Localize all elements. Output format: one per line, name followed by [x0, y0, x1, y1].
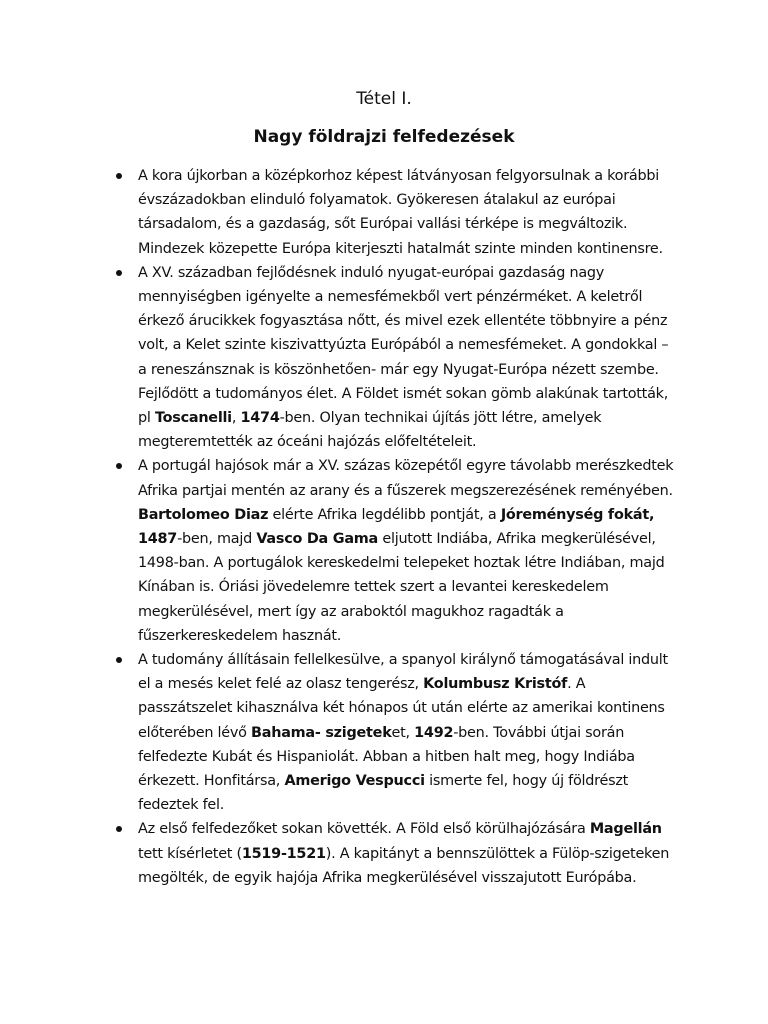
text-run: -ben, majd: [177, 531, 257, 548]
text-run: elérte Afrika legdélibb pontját, a: [268, 506, 501, 523]
paragraph-text: [138, 458, 673, 643]
text-run: A kora újkorban a középkorhoz képest látványosan felgyorsulnak a korábbi évszázadokban elinduló folyamatok. Gyökeresen átalakul az európai társadalom, és a gazdaság, sőt Európai vallási térképe is megváltozik. Mindezek közepette Európa kiterjeszti hatalmát szinte minden kontinensre.: [138, 168, 663, 257]
bold-text-run: Magellán: [589, 821, 662, 838]
text-run: et,: [391, 724, 415, 741]
text-run: -ben. További útjai során felfedezte Kubát és Hispaniolát. Abban a hitben halt meg, hogy Indiába érkezett. Honfitársa,: [138, 724, 635, 790]
list-item: [116, 817, 676, 890]
bold-text-run: Vasco Da Gama: [256, 531, 379, 548]
text-run: ). A kapitányt a bennszülöttek a Fülöp-szigeteken megölték, de egyik hajója Afrika megkerülésével visszajutott Európába.: [138, 845, 670, 886]
paragraph-text: [138, 168, 663, 257]
paragraph-text: [138, 652, 668, 813]
text-run: ,: [231, 410, 241, 427]
paragraph-text: [138, 265, 668, 450]
paragraph-text: [138, 821, 669, 885]
bold-text-run: Bartolomeo Diaz: [138, 506, 269, 523]
document-title: Tétel I.: [356, 89, 412, 109]
list-item: [116, 454, 676, 648]
bold-text-run: Kolumbusz Kristóf: [423, 676, 568, 693]
text-run: A XV. században fejlődésnek induló nyugat-európai gazdaság nagy mennyiségben igényelte a nemesfémekből vert pénzérméket. A keletről érkező árucikkek fogyasztása nőtt, és mivel ezek ellentéte többnyire a pénz volt, a Kelet szinte kiszivattyúzta Európából a nemesfémeket. A gondokkal – a reneszánsznak is köszönhetően- már egy Nyugat-Európa nézett szembe. Fejlődött a tudományos élet. A Földet ismét sokan gömb alakúnak tartották, pl: [138, 264, 669, 427]
text-run: ismerte fel, hogy új földrészt fedeztek fel.: [138, 773, 629, 814]
bold-text-run: Toscanelli: [154, 410, 232, 427]
bold-text-run: 1492: [414, 724, 454, 741]
bold-text-run: Bahama- szigetek: [251, 724, 392, 741]
text-run: -ben. Olyan technikai újítás jött létre, amelyek megteremtették az óceáni hajózás előfeltételeit.: [138, 410, 602, 451]
bullet-icon: [116, 826, 122, 832]
text-run: A portugál hajósok már a XV. százas közepétől egyre távolabb merészkedtek Afrika partjai mentén az arany és a fűszerek megszerezésének reményében.: [138, 458, 674, 499]
bullet-icon: [116, 270, 122, 276]
document-subtitle: Nagy földrajzi felfedezések: [253, 127, 515, 147]
list-item: [116, 261, 676, 455]
list-item: [116, 164, 676, 261]
text-run: . A passzátszelet kihasználva két hónapos út után elérte az amerikai kontinens előterében lévő: [138, 676, 665, 741]
bullet-list: [116, 164, 676, 890]
bullet-icon: [116, 657, 122, 663]
bullet-icon: [116, 173, 122, 179]
text-run: A tudomány állításain fellelkesülve, a spanyol királynő támogatásával indult el a mesés kelet felé az olasz tengerész,: [138, 652, 668, 693]
text-run: Az első felfedezőket sokan követték. A Föld első körülhajózására: [138, 821, 590, 838]
text-run: tett kísérletet (: [138, 845, 242, 862]
bold-text-run: Jóreménység fokát, 1487: [138, 506, 655, 548]
bullet-icon: [116, 463, 122, 469]
bold-text-run: Amerigo Vespucci: [284, 773, 425, 790]
bold-text-run: 1474: [240, 410, 280, 427]
text-run: eljutott Indiába, Afrika megkerülésével, 1498-ban. A portugálok kereskedelmi telepeket hoztak létre Indiában, majd Kínában is. Óriási jövedelemre tettek szert a levantei kereskedelem megkerülésével, mert így az araboktól magukhoz ragadták a fűszerkereskedelem hasznát.: [138, 531, 665, 644]
list-item: [116, 648, 676, 817]
bold-text-run: 1519-1521: [241, 845, 326, 862]
